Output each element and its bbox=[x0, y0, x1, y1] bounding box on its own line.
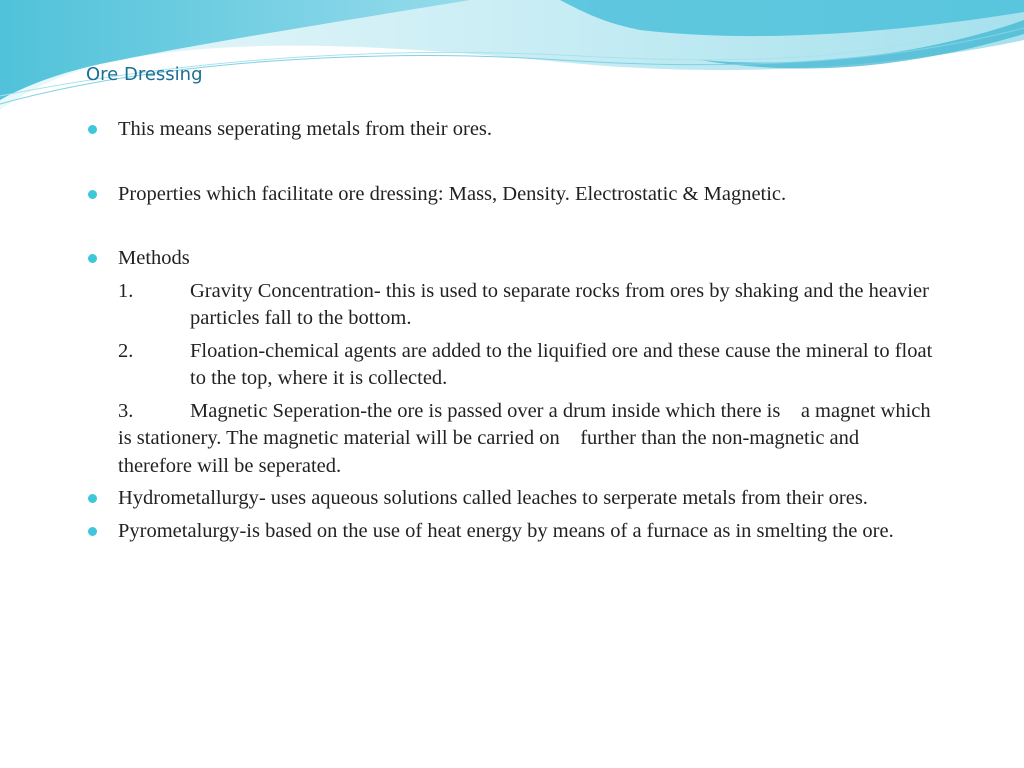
method-text: Gravity Concentration- this is used to separate rocks from ores by shaking and the heavier particles fall to the bottom. bbox=[190, 279, 929, 329]
method-item bbox=[118, 338, 938, 393]
bullet-dot-icon bbox=[88, 494, 97, 503]
bullet-text: Methods bbox=[118, 247, 190, 269]
method-text: Magnetic Seperation-the ore is passed over a drum inside which there is a magnet which is stationery. The magnetic material will be carried on further than the non-magnetic and therefore will be seperated. bbox=[118, 399, 936, 477]
slide-title: Ore Dressing bbox=[86, 64, 203, 85]
bullet-text: This means seperating metals from their ores. bbox=[118, 118, 493, 140]
method-item bbox=[118, 398, 938, 481]
method-number: 1. bbox=[118, 279, 134, 302]
slide-content bbox=[88, 116, 938, 545]
bullet-dot-icon bbox=[88, 125, 97, 134]
method-number: 3. bbox=[118, 399, 134, 422]
bullet-text: Properties which facilitate ore dressing: Mass, Density. Electrostatic & Magnetic. bbox=[118, 182, 787, 205]
bullet-item bbox=[88, 485, 938, 513]
bullet-text: Pyrometalurgy-is based on the use of heat energy by means of a furnace as in smelting the ore. bbox=[118, 519, 894, 542]
bullet-item bbox=[88, 116, 938, 144]
bullet-item bbox=[88, 245, 938, 480]
method-number: 2. bbox=[118, 339, 134, 362]
bullet-dot-icon bbox=[88, 254, 97, 263]
bullet-dot-icon bbox=[88, 527, 97, 536]
method-text: Floation-chemical agents are added to the liquified ore and these cause the mineral to float to the top, where it is collected. bbox=[190, 339, 933, 389]
bullet-dot-icon bbox=[88, 190, 97, 199]
bullet-item bbox=[88, 181, 938, 209]
method-item bbox=[118, 278, 938, 333]
bullet-item bbox=[88, 518, 938, 546]
bullet-text: Hydrometallurgy- uses aqueous solutions called leaches to serperate metals from their ores. bbox=[118, 487, 868, 509]
